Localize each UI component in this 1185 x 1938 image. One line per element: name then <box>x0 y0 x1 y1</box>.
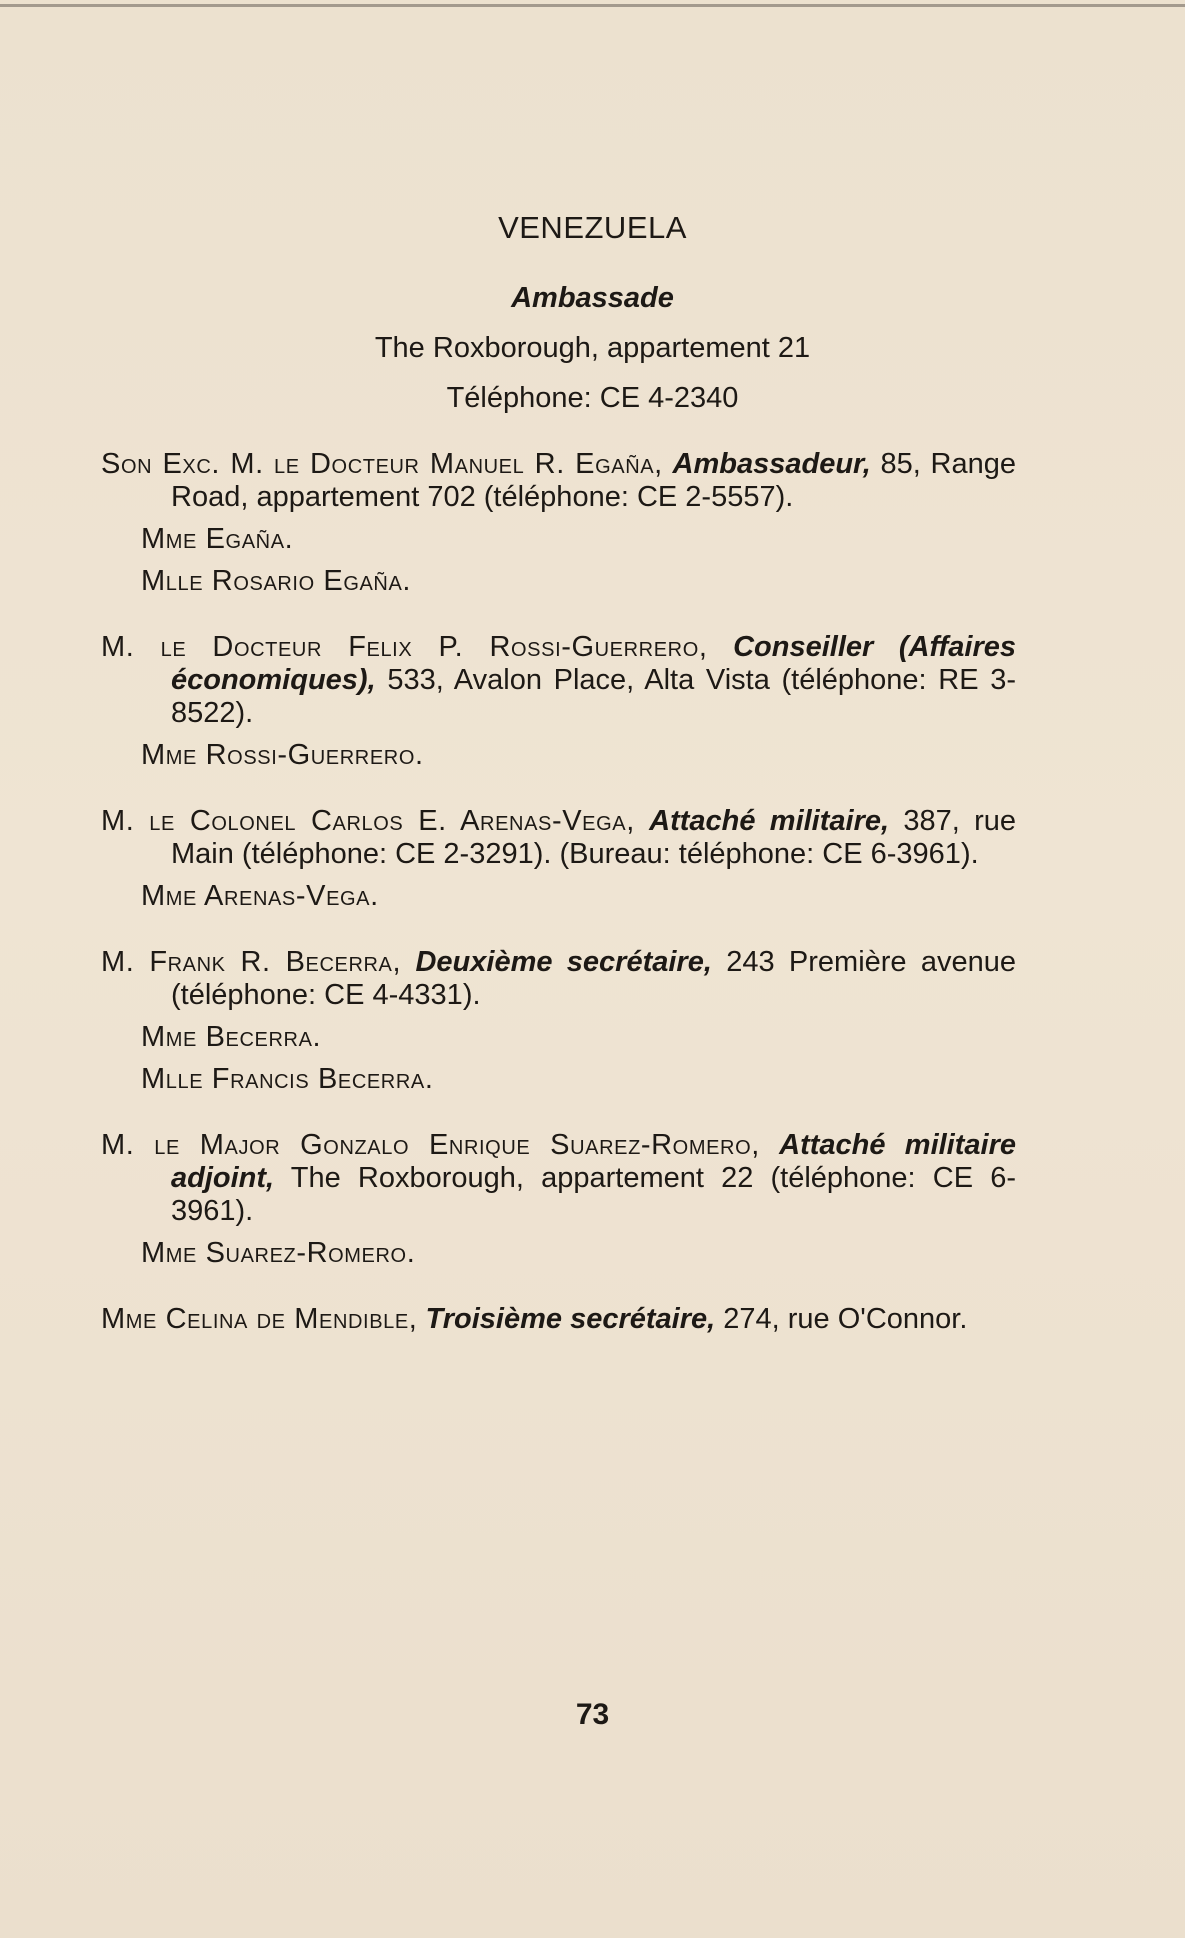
person-details: 387, rue Main (téléphone: CE 2-3291). (Bureau: téléphone: CE 6-3961). <box>171 805 1016 870</box>
family-member: Mme Arenas-Vega. <box>141 880 379 912</box>
entry-main <box>101 805 1016 871</box>
entry-main <box>101 448 1016 514</box>
embassy-address: The Roxborough, appartement 21 <box>374 332 811 364</box>
entry-counsellor <box>101 631 1016 772</box>
embassy-phone: Téléphone: CE 4-2340 <box>446 382 739 414</box>
family-member: Mme Egaña. <box>141 523 294 555</box>
person-role: Ambassadeur, <box>672 448 871 480</box>
person-details: 274, rue O'Connor. <box>723 1303 968 1335</box>
embassy-subtitle: Ambassade <box>511 282 674 314</box>
family-member: Mme Suarez-Romero. <box>141 1237 416 1269</box>
person-name: Son Exc. M. le Docteur Manuel R. Egaña, <box>101 448 663 480</box>
family-member: Mme Becerra. <box>141 1021 322 1053</box>
person-name: M. le Major Gonzalo Enrique Suarez-Romero, <box>101 1129 760 1161</box>
entry-main <box>101 631 1016 730</box>
entry-third-secretary <box>101 1303 1016 1336</box>
entry-main <box>101 1303 1016 1336</box>
person-role: Attaché militaire adjoint, <box>171 1129 1016 1194</box>
entry-ambassador <box>101 448 1016 598</box>
entry-main <box>101 946 1016 1012</box>
person-role: Attaché militaire, <box>649 805 890 837</box>
page-number: 73 <box>575 1698 610 1731</box>
entry-main <box>101 1129 1016 1228</box>
person-name: M. le Colonel Carlos E. Arenas-Vega, <box>101 805 635 837</box>
person-name: M. le Docteur Felix P. Rossi-Guerrero, <box>101 631 708 663</box>
person-role: Deuxième secrétaire, <box>415 946 712 978</box>
person-details: 243 Première avenue (téléphone: CE 4-4331). <box>171 946 1016 1011</box>
top-rule <box>0 4 1185 7</box>
person-details: 85, Range Road, appartement 702 (téléphone: CE 2-5557). <box>171 448 1016 513</box>
person-details: 533, Avalon Place, Alta Vista (téléphone: RE 3-8522). <box>171 664 1016 729</box>
family-member: Mlle Rosario Egaña. <box>141 565 412 597</box>
family-member: Mme Rossi-Guerrero. <box>141 739 424 771</box>
person-name: Mme Celina de Mendible, <box>101 1303 418 1335</box>
entry-military-attache <box>101 805 1016 913</box>
person-role: Troisième secrétaire, <box>425 1303 716 1335</box>
person-details: The Roxborough, appartement 22 (téléphone: CE 6-3961). <box>171 1162 1016 1227</box>
entry-second-secretary <box>101 946 1016 1096</box>
entry-list <box>101 448 1016 1345</box>
person-role: Conseiller (Affaires économiques), <box>171 631 1017 696</box>
country-heading: VENEZUELA <box>498 210 687 245</box>
family-member: Mlle Francis Becerra. <box>141 1063 434 1095</box>
person-name: M. Frank R. Becerra, <box>101 946 402 978</box>
entry-assistant-military-attache <box>101 1129 1016 1270</box>
